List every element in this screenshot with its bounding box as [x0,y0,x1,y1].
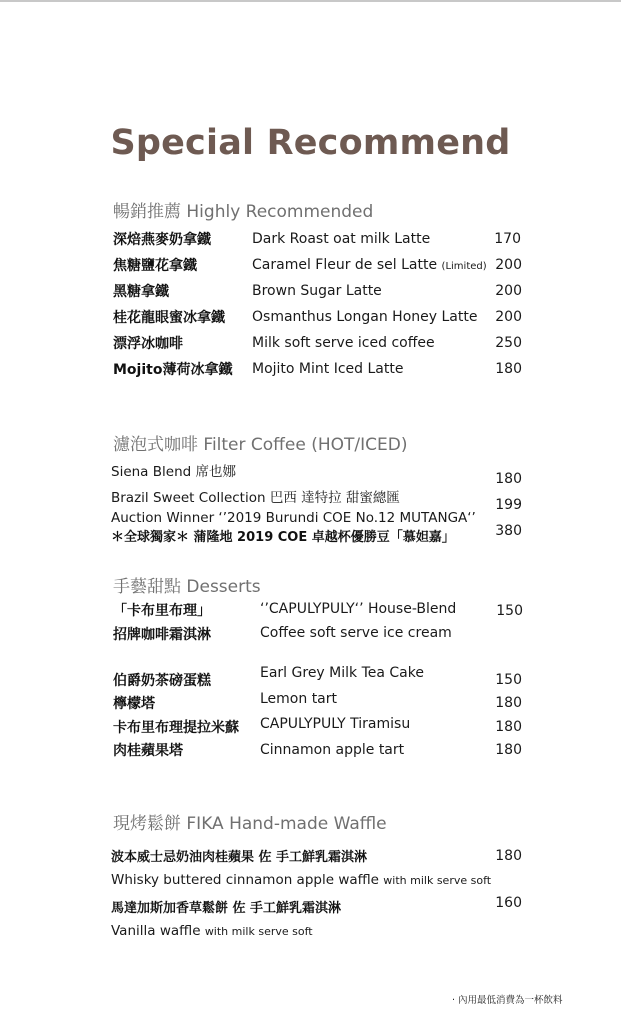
menu-item-price: 150 [496,603,523,619]
menu-item-price: 180 [495,695,522,711]
waffle-item-note: with milk serve soft [383,874,492,887]
menu-item-price: 380 [495,523,522,539]
dessert-featured-zh: 招牌咖啡霜淇淋 [113,627,211,643]
menu-item-price: 160 [495,895,522,911]
menu-item-name-zh: Mojito薄荷冰拿鐵 [113,362,233,378]
waffle-item-name-en [111,923,313,939]
menu-item-price: 250 [495,335,522,351]
menu-item-name-en: Dark Roast oat milk Latte [252,231,431,247]
menu-item-price: 180 [495,742,522,758]
waffle-item-note: with milk serve soft [204,925,313,938]
filter-item-line: Siena Blend 席也娜 [111,464,236,480]
menu-item-price: 200 [495,309,522,325]
menu-item-name-en: Earl Grey Milk Tea Cake [260,665,424,681]
menu-item-price: 170 [494,231,521,247]
menu-item-price: 200 [495,257,522,273]
menu-item-price: 180 [495,361,522,377]
menu-item-name-zh: 漂浮冰咖啡 [113,336,183,352]
menu-item-name-en: Mojito Mint Iced Latte [252,361,404,377]
menu-item-name-zh: 肉桂蘋果塔 [113,743,183,759]
dessert-featured-zh: 「卡布里布理」 [113,603,211,619]
waffle-item-name-zh: 波本威士忌奶油肉桂蘋果 佐 手工鮮乳霜淇淋 [111,850,368,865]
menu-item-price: 180 [495,471,522,487]
menu-item-name-zh: 伯爵奶茶磅蛋糕 [113,673,211,689]
dessert-featured-en: Coffee soft serve ice cream [260,625,452,641]
menu-item-name-zh: 桂花龍眼蜜冰拿鐵 [113,310,225,326]
limited-tag: (Limited) [441,261,487,272]
menu-item-price: 150 [495,672,522,688]
menu-item-name-en: Milk soft serve iced coffee [252,335,435,351]
top-border [0,0,621,2]
section-heading-filter: 濾泡式咖啡 Filter Coffee (HOT/ICED) [113,435,408,455]
menu-item-name-en: Osmanthus Longan Honey Latte [252,309,478,325]
menu-item-price: 200 [495,283,522,299]
menu-item-name-en: Brown Sugar Latte [252,283,382,299]
menu-item-name-zh: 檸檬塔 [113,696,155,712]
filter-item-line-zh: ＊全球獨家＊ 蒲隆地 2019 COE 卓越杯優勝豆「慕妲嘉」 [111,530,455,545]
dessert-featured-en: ‘’CAPULYPULY‘’ House-Blend [260,601,457,617]
menu-item-price: 180 [495,719,522,735]
page-title: Special Recommend [110,123,511,163]
menu-item-price: 199 [495,497,522,513]
menu-item-name-en: Cinnamon apple tart [260,742,405,758]
menu-item-name-en: Lemon tart [260,691,338,707]
menu-item-name-zh: 卡布里布理提拉米蘇 [113,720,239,736]
waffle-item-name-zh: 馬達加斯加香草鬆餅 佐 手工鮮乳霜淇淋 [111,901,342,916]
menu-item-name-en-text: Caramel Fleur de sel Latte [252,257,438,273]
menu-item-name-zh: 焦糖鹽花拿鐵 [113,258,197,274]
filter-item-line: Auction Winner ‘’2019 Burundi COE No.12 MUTANGA‘’ [111,510,476,526]
menu-item-price: 180 [495,848,522,864]
waffle-item-name-en-text: Vanilla waffle [111,923,201,939]
waffle-item-name-en-text: Whisky buttered cinnamon apple waffle [111,872,379,888]
menu-item-name-en: CAPULYPULY Tiramisu [260,716,411,732]
section-heading-desserts: 手藝甜點 Desserts [113,577,261,597]
filter-item-line: Brazil Sweet Collection 巴西 達特拉 甜蜜總匯 [111,490,400,506]
section-heading-highly: 暢銷推薦 Highly Recommended [113,202,374,222]
menu-item-name-en [252,257,487,273]
menu-item-name-zh: 黑糖拿鐵 [113,284,169,300]
minimum-order-note: · 內用最低消費為一杯飲料 [452,995,563,1006]
section-heading-waffle: 現烤鬆餅 FIKA Hand-made Waffle [113,814,387,834]
menu-item-name-zh: 深焙燕麥奶拿鐵 [113,232,211,248]
waffle-item-name-en [111,872,491,888]
